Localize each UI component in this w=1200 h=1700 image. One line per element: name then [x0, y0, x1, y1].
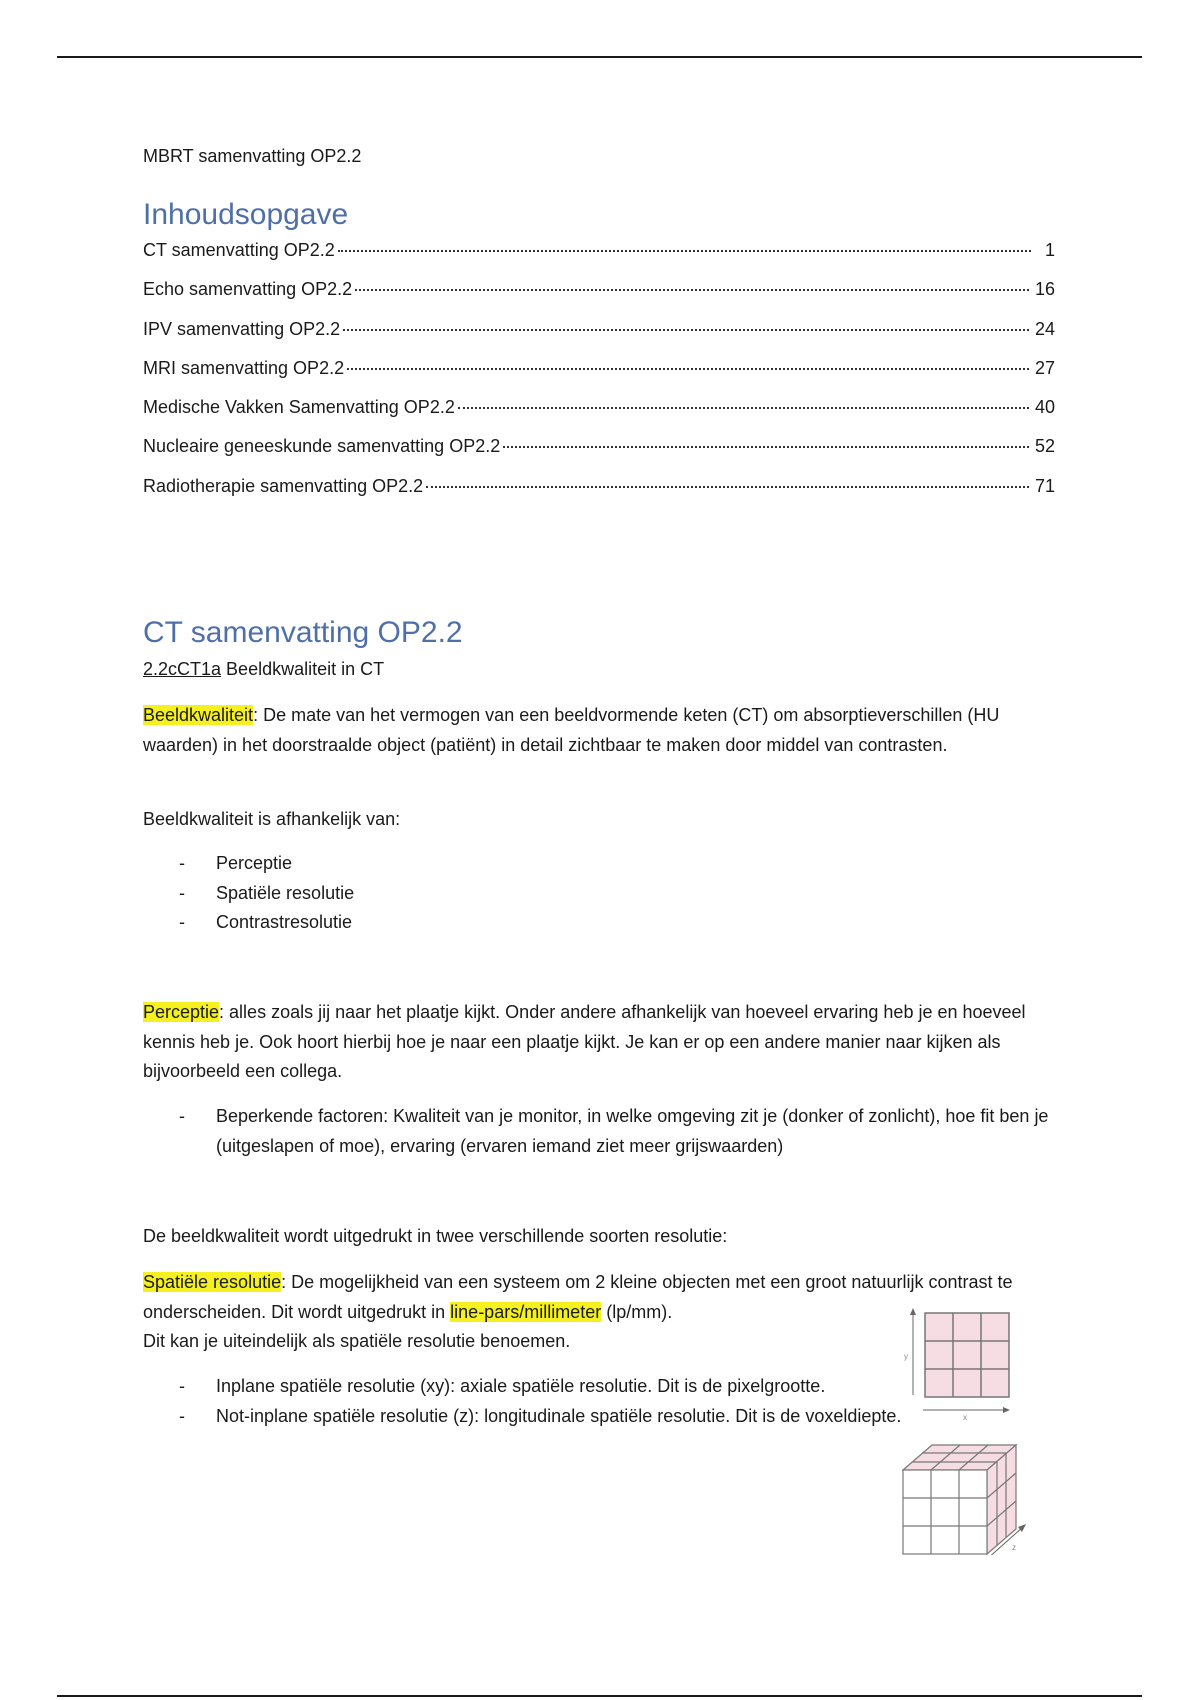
- afhankelijk-list: [143, 849, 1055, 938]
- paragraph-afhankelijk: Beeldkwaliteit is afhankelijk van:: [143, 809, 401, 829]
- paragraph-beeldkwaliteit: [143, 701, 1055, 760]
- highlighted-unit: line-pars/millimeter: [450, 1301, 602, 1322]
- highlighted-term: Beeldkwaliteit: [143, 705, 254, 725]
- toc-leader: [343, 329, 1029, 331]
- toc-entry[interactable]: [143, 436, 1055, 475]
- highlighted-term: Perceptie: [143, 1002, 220, 1022]
- toc-entry-page: 1: [1044, 240, 1055, 260]
- toc-entry-page: 40: [1034, 397, 1055, 418]
- toc-entry-title: IPV samenvatting OP2.2: [143, 318, 341, 339]
- toc-entry-title: CT samenvatting OP2.2: [143, 240, 335, 260]
- toc-entry[interactable]: [143, 319, 1055, 358]
- toc-entry[interactable]: [143, 476, 1055, 515]
- pixel-voxel-diagram: [895, 1305, 1055, 1555]
- toc-leader: [355, 289, 1029, 291]
- paragraph-text: : De mate van het vermogen van een beeldvormende keten (CT) om absorptieverschillen (HU waarden) in het doorstraalde object (patiënt) in detail zichtbaar te maken door middel van contrasten.: [143, 705, 1000, 755]
- voxel-cube: [903, 1445, 1016, 1554]
- list-dash: -: [179, 1106, 185, 1126]
- subsection-title: Beeldkwaliteit in CT: [221, 659, 385, 679]
- perceptie-list: [143, 1102, 1055, 1161]
- x-axis-label: x: [963, 1413, 967, 1422]
- toc-entry[interactable]: [143, 397, 1055, 436]
- list-dash: -: [179, 1405, 185, 1426]
- toc-entry-title: Nucleaire geneeskunde samenvatting OP2.2: [143, 436, 501, 457]
- list-dash: -: [179, 882, 185, 903]
- paragraph-text: Dit kan je uiteindelijk als spatiële resolutie benoemen.: [143, 1331, 571, 1351]
- list-dash: -: [179, 1376, 185, 1396]
- toc-leader: [347, 368, 1029, 370]
- resolution-figure: [895, 1305, 1055, 1555]
- header-rule: [57, 56, 1142, 58]
- paragraph-text: : De mogelijkheid van een systeem om 2 kleine objecten met een groot natuurlijk contrast te onderscheiden. Dit wordt uitgedrukt in: [143, 1272, 1013, 1322]
- paragraph-resolutie-intro: De beeldkwaliteit wordt uitgedrukt in twee verschillende soorten resolutie:: [143, 1226, 728, 1246]
- list-item: [143, 849, 1055, 879]
- footer-rule: [57, 1695, 1142, 1697]
- toc-entry-page: 27: [1034, 357, 1055, 378]
- pixel-grid: [925, 1313, 1009, 1397]
- list-item: [143, 879, 1055, 909]
- toc-entry[interactable]: [143, 240, 1055, 279]
- document-title: MBRT samenvatting OP2.2: [143, 146, 362, 166]
- list-item-text: Not-inplane spatiële resolutie (z): longitudinale spatiële resolutie. Dit is de voxeldiepte.: [216, 1405, 902, 1426]
- toc-entry-page: 16: [1034, 279, 1055, 300]
- subsection-code: 2.2cCT1a: [143, 659, 222, 679]
- toc-entry-title: MRI samenvatting OP2.2: [143, 357, 345, 378]
- highlighted-term: Spatiële resolutie: [143, 1272, 282, 1292]
- list-item-text: Contrastresolutie: [216, 912, 353, 932]
- toc-leader: [503, 446, 1029, 448]
- list-item-text: Spatiële resolutie: [216, 882, 355, 903]
- list-item: [143, 1102, 1055, 1161]
- subsection-heading: [143, 659, 384, 680]
- z-axis-label: z: [1012, 1543, 1016, 1552]
- toc-entry-page: 52: [1034, 436, 1055, 457]
- toc-entry-page: 71: [1034, 475, 1055, 496]
- spatiele-list: [143, 1372, 903, 1431]
- toc-leader: [338, 250, 1031, 252]
- toc-entry-page: 24: [1034, 318, 1055, 339]
- table-of-contents: [143, 240, 1055, 515]
- paragraph-text: (lp/mm).: [601, 1301, 673, 1322]
- paragraph-perceptie: [143, 998, 1055, 1087]
- x-axis-arrow: [1003, 1407, 1010, 1413]
- toc-leader: [458, 407, 1029, 409]
- list-item: [143, 908, 1055, 938]
- toc-entry-title: Radiotherapie samenvatting OP2.2: [143, 475, 424, 496]
- list-item-text: Perceptie: [216, 853, 293, 873]
- list-item: [143, 1402, 903, 1432]
- toc-heading: Inhoudsopgave: [143, 198, 349, 231]
- list-dash: -: [179, 853, 185, 873]
- toc-entry-title: Medische Vakken Samenvatting OP2.2: [143, 397, 455, 418]
- y-axis-arrow: [910, 1308, 916, 1315]
- toc-leader: [426, 486, 1029, 488]
- paragraph-text: : alles zoals jij naar het plaatje kijkt. Onder andere afhankelijk van hoeveel ervaring heb je en hoeveel kennis heb je. Ook hoort hierbij hoe je naar een plaatje kijkt. Je kan er op een andere manier naar kijken als bijvoorbeeld een collega.: [143, 1002, 1026, 1081]
- section-heading: CT samenvatting OP2.2: [143, 616, 463, 649]
- toc-entry[interactable]: [143, 358, 1055, 397]
- toc-entry-title: Echo samenvatting OP2.2: [143, 279, 353, 300]
- list-item-text: Beperkende factoren: Kwaliteit van je monitor, in welke omgeving zit je (donker of zonlicht), hoe fit ben je (uitgeslapen of moe), ervaring (ervaren iemand ziet meer grijswaarden): [216, 1106, 1049, 1156]
- list-item-text: Inplane spatiële resolutie (xy): axiale spatiële resolutie. Dit is de pixelgrootte.: [216, 1376, 826, 1396]
- toc-entry[interactable]: [143, 279, 1055, 318]
- list-dash: -: [179, 912, 185, 932]
- list-item: [143, 1372, 903, 1402]
- y-axis-label: y: [904, 1352, 908, 1361]
